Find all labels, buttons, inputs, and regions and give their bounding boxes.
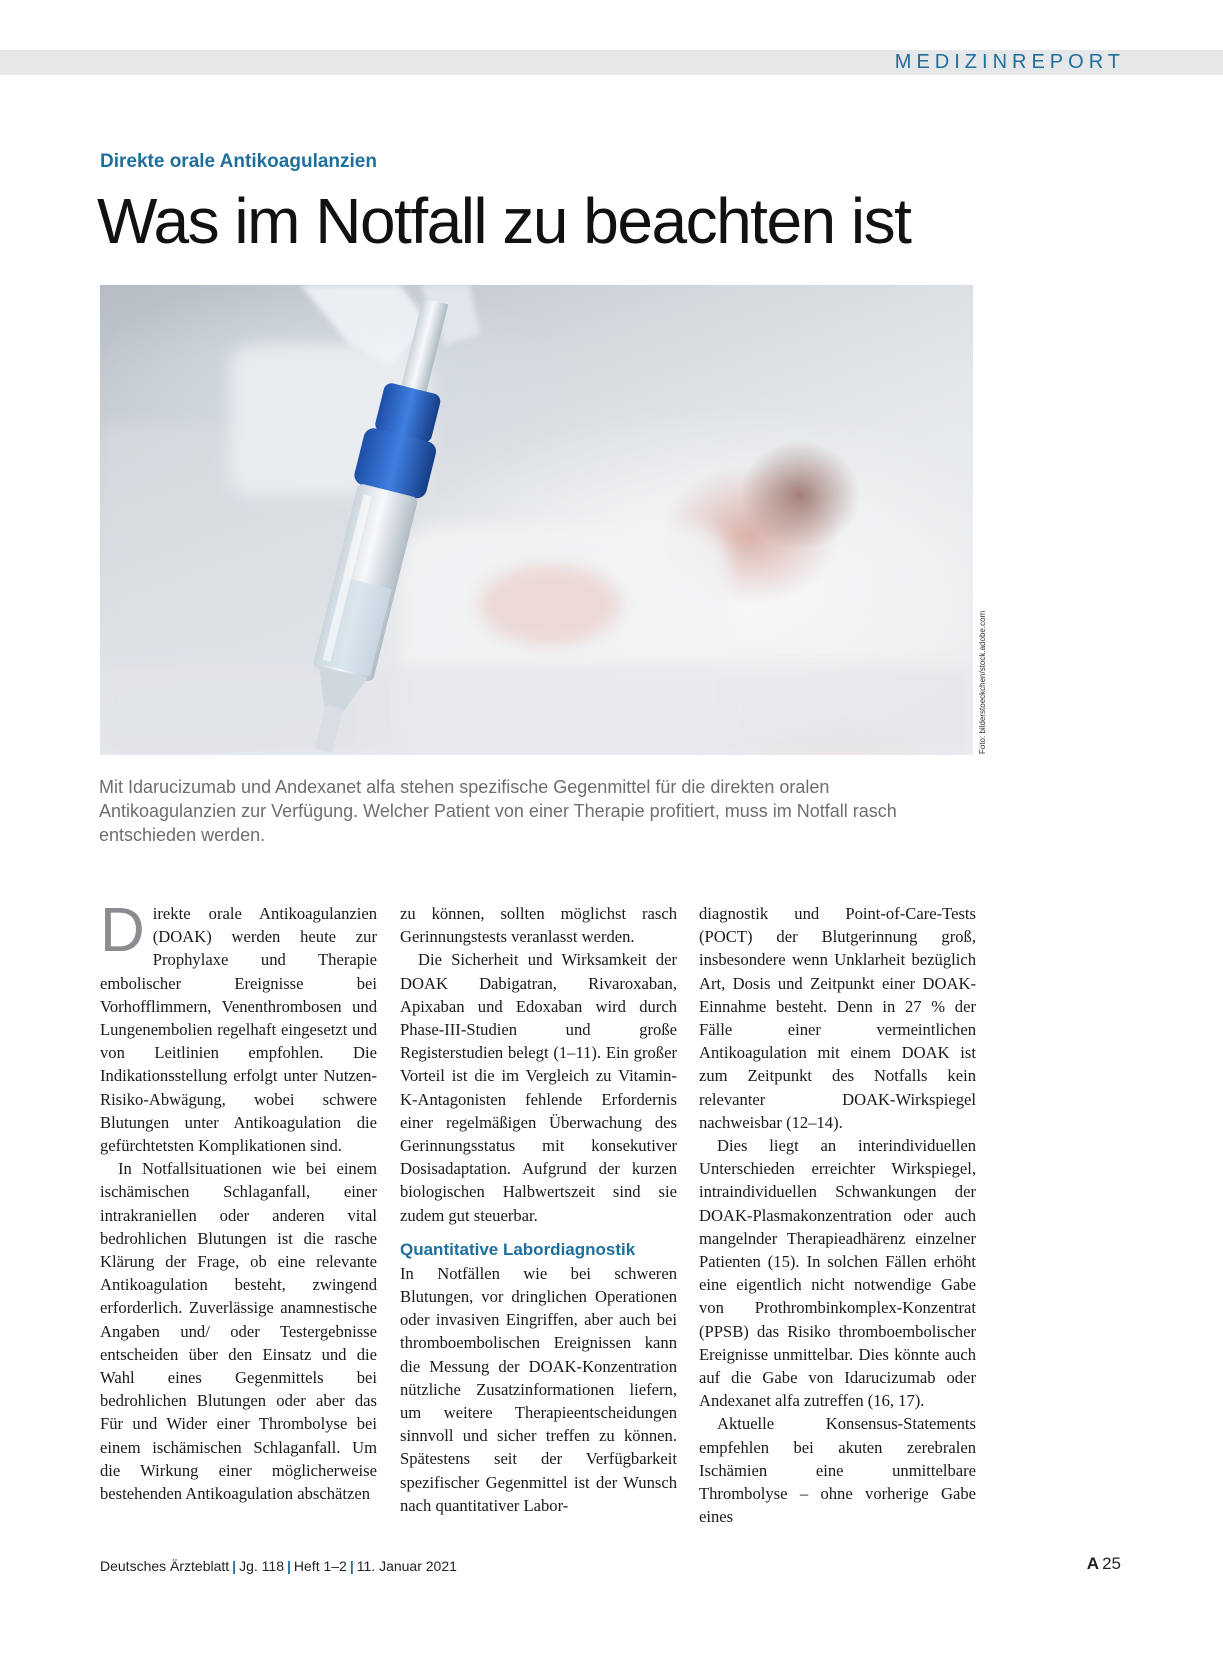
footer-separator: | [232,1558,237,1574]
paragraph: zu können, sollten möglichst rasch Gerinnungstests veranlasst werden. [400,904,677,947]
subheading: Quantitative Labordiagnostik [400,1239,636,1259]
text-column-2 [400,902,677,1517]
journal-volume: Jg. 118 [239,1558,284,1574]
paragraph: diagnostik und Point-of-Care-Tests (POCT) der Blutgerinnung groß, insbesondere wenn Unklarheit bezüglich Art, Dosis und Zeitpunkt einer DOAK-Einnahme besteht. Denn in 27 % der Fälle einer vermeintlichen Antikoagulation mit einem DOAK ist zum Zeitpunkt des Notfalls kein relevanter DOAK-Wirkspiegel nachweisbar (12–14). [699,904,976,1132]
page-number-value: 25 [1102,1554,1121,1573]
iv-drip-illustration [100,285,973,755]
footer-separator: | [349,1558,354,1574]
page-prefix: A [1086,1554,1100,1573]
journal-name: Deutsches Ärzteblatt [100,1558,230,1574]
text-column-3 [699,902,976,1528]
article-kicker: Direkte orale Antikoagulanzien [100,151,377,172]
article-lead: Mit Idarucizumab und Andexanet alfa stehen spezifische Gegenmittel für die direkten oralen Antikoagulanzien zur Verfügung. Welcher Patient von einer Therapie profitiert, muss im Notfall rasch entschieden werden. [99,777,897,845]
paragraph: irekte orale Antikoagulanzien (DOAK) werden heute zur Prophylaxe und Therapie embolischer Ereignisse bei Vorhofflimmern, Venenthrombosen und Lungenembolien regelhaft eingesetzt und von Leitlinien empfohlen. Die Indikationsstellung erfolgt unter Nutzen-Risiko-Abwägung, wobei schwere Blutungen unter Antikoagulation die gefürchtetsten Komplikationen sind. [100,904,377,1156]
article-photo [100,285,973,755]
drop-cap: D [100,896,145,965]
paragraph: Aktuelle Konsensus-Statements empfehlen bei akuten zerebralen Ischämien eine unmittelbare Thrombolyse – ohne vorherige Gabe eines [699,1414,976,1527]
article-title: Was im Notfall zu beachten ist [97,185,911,257]
paragraph: In Notfällen wie bei schweren Blutungen, vor dringlichen Operationen oder invasiven Eingriffen, aber auch bei thromboembolischen Ereignissen kann die Messung der DOAK-Konzentration nützliche Zusatzinformationen liefern, um weitere Therapieentscheidungen sinnvoll und sicher treffen zu können. Spätestens seit der Verfügbarkeit spezifischer Gegenmittel ist der Wunsch nach quantitativer Labor- [400,1263,677,1515]
photo-credit: Foto: bilderstoeckchen/stock.adobe.com [978,610,987,754]
paragraph: In Notfallsituationen wie bei einem ischämischen Schlaganfall, einer intrakraniellen oder anderen vital bedrohlichen Blutungen ist die rasche Klärung der Frage, ob eine relevante Antikoagulation besteht, zwingend erforderlich. Zuverlässige anamnestische Angaben und/ oder Testergebnisse entscheiden über den Einsatz und die Wahl eines Gegenmittels bei bedrohlichen Blutungen oder aber das Für und Wider einer Thrombolyse bei einem ischämischen Schlaganfall. Um die Wirkung einer möglicherweise bestehenden Antikoagulation abschätzen [100,1159,377,1504]
issue-date: 11. Januar 2021 [356,1558,457,1574]
page-number [1087,1554,1121,1574]
text-column-1 [100,896,377,1505]
section-label: MEDIZINREPORT [894,51,1125,73]
page-footer [100,1558,457,1574]
footer-separator: | [286,1558,291,1574]
paragraph: Die Sicherheit und Wirksamkeit der DOAK Dabigatran, Rivaroxaban, Apixaban und Edoxaban wird durch Phase-III-Studien und große Registerstudien belegt (1–11). Ein großer Vorteil ist die im Vergleich zu Vitamin-K-Antagonisten fehlende Erfordernis einer regelmäßigen Überwachung des Gerinnungsstatus mit konsekutiver Dosisadaptation. Aufgrund der kurzen biologischen Halbwertszeit sind sie zudem gut steuerbar. [400,950,677,1225]
paragraph: Dies liegt an interindividuellen Unterschieden erreichter Wirkspiegel, intraindividuellen Schwankungen der DOAK-Plasmakonzentration oder auch mangelnder Therapieadhärenz einzelner Patienten (15). In solchen Fällen erhöht eine eigentlich nicht notwendige Gabe von Prothrombinkomplex-Konzentrat (PPSB) das Risiko thromboembolischer Ereignisse unmittelbar. Dies könnte auch auf die Gabe von Idarucizumab oder Andexanet alfa zutreffen (16, 17). [699,1136,976,1411]
journal-issue: Heft 1–2 [293,1558,347,1574]
